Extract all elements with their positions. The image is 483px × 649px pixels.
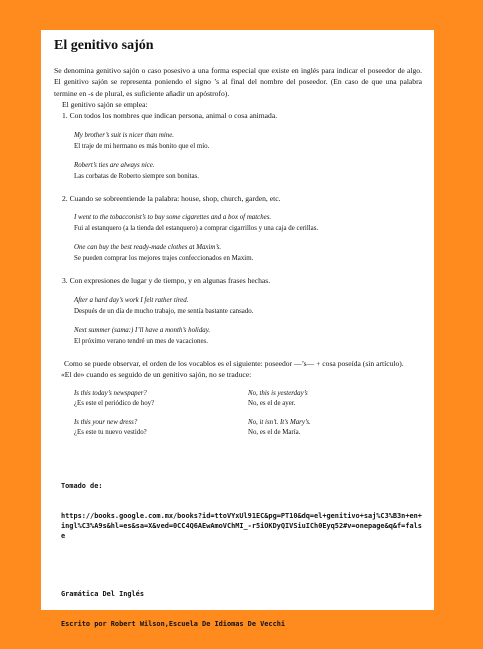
book-title: Gramática Del Inglés xyxy=(61,589,144,598)
source-label: Tomado de: xyxy=(61,481,103,490)
example-spanish: El próximo verano tendré un mes de vacaciones. xyxy=(74,337,208,345)
example-spanish: Las corbatas de Roberto siempre son bonitas. xyxy=(74,172,199,180)
book-author: Escrito por Robert Wilson,Escuela De Idiomas De Vecchi xyxy=(61,619,286,628)
question-english: Is this today’s newspaper? xyxy=(74,389,147,397)
example-list-item xyxy=(54,242,422,264)
section-3-heading: 3. Con expresiones de lugar y de tiempo, y en algunas frases hechas. xyxy=(62,276,271,286)
example-list-item xyxy=(54,160,422,182)
example-list-item xyxy=(54,212,422,234)
document-page xyxy=(41,30,434,628)
source-citation xyxy=(54,461,422,649)
answer-spanish: No, es el de ayer. xyxy=(248,400,296,408)
question-spanish: ¿Es este el periódico de hoy? xyxy=(74,400,155,408)
table-row xyxy=(54,418,422,439)
answer-spanish: No, es el de María. xyxy=(248,429,301,437)
example-english: One can buy the best ready-made clothes at Maxim’s. xyxy=(74,244,222,252)
example-spanish: Se pueden comprar los mejores trajes confeccionados en Maxim. xyxy=(74,255,254,263)
uses-heading: El genitivo sajón se emplea: xyxy=(62,99,148,109)
source-url[interactable]: https://books.google.com.mx/books?id=ttoVYxUl91EC&pg=PT10&dq=el+genitivo+saj%C3%B3n+en+ingl%C3%A9s&hl=es&sa=X&ved=0CC4Q6AEwAmoVChMI_-r5iOKDyQIVSiuICh0Eyq52#v=onepage&q&f=false xyxy=(61,511,422,540)
table-row xyxy=(54,389,422,410)
example-english: After a hard day’s work I felt rather tired. xyxy=(74,296,189,304)
example-english: I went to the tobacconist’s to buy some cigarettes and a box of matches. xyxy=(74,214,272,222)
section-2-heading: 2. Cuando se sobreentiende la palabra: house, shop, church, garden, etc. xyxy=(62,193,281,203)
answer-english: No, this is yesterday’s xyxy=(248,389,308,397)
example-spanish: Fui al estanquero (a la tienda del estanquero) a comprar cigarrillos y una caja de cerillas. xyxy=(74,225,319,233)
example-list-item xyxy=(54,295,422,317)
section-1-heading: 1. Con todos los nombres que indican persona, animal o cosa animada. xyxy=(62,111,278,121)
example-english: Robert’s ties are always nice. xyxy=(74,161,155,169)
el-de-paragraph: «El de» cuando es seguido de un genitivo sajón, no se traduce: xyxy=(61,370,252,380)
question-spanish: ¿Es este tu nuevo vestido? xyxy=(74,429,147,437)
example-list-item xyxy=(54,130,422,152)
page-title: El genitivo sajón xyxy=(54,38,154,53)
example-spanish: Después de un día de mucho trabajo, me sentía bastante cansado. xyxy=(74,307,254,315)
example-list-item xyxy=(54,325,422,347)
order-paragraph: Como se puede observar, el orden de los vocablos es el siguiente: poseedor —’s— + cosa poseída (sin artículo). xyxy=(64,358,404,368)
example-english: Next summer (sama:) I’ll have a month’s holiday. xyxy=(74,326,211,334)
question-english: Is this your new dress? xyxy=(74,418,138,426)
intro-paragraph: Se denomina genitivo sajón o caso posesivo a una forma especial que existe en inglés para indicar el poseedor de algo. El genitivo sajón se representa poniendo el signo ’s al final del nombre del poseedor. (En caso de que una palabra termine en -s de plural, es suficiente añadir un apóstrofo). xyxy=(54,66,422,98)
answer-english: No, it isn’t. It’s Mary’s. xyxy=(248,418,311,426)
example-english: My brother’s suit is nicer than mine. xyxy=(74,131,174,139)
example-spanish: El traje de mi hermano es más bonito que el mío. xyxy=(74,142,210,150)
